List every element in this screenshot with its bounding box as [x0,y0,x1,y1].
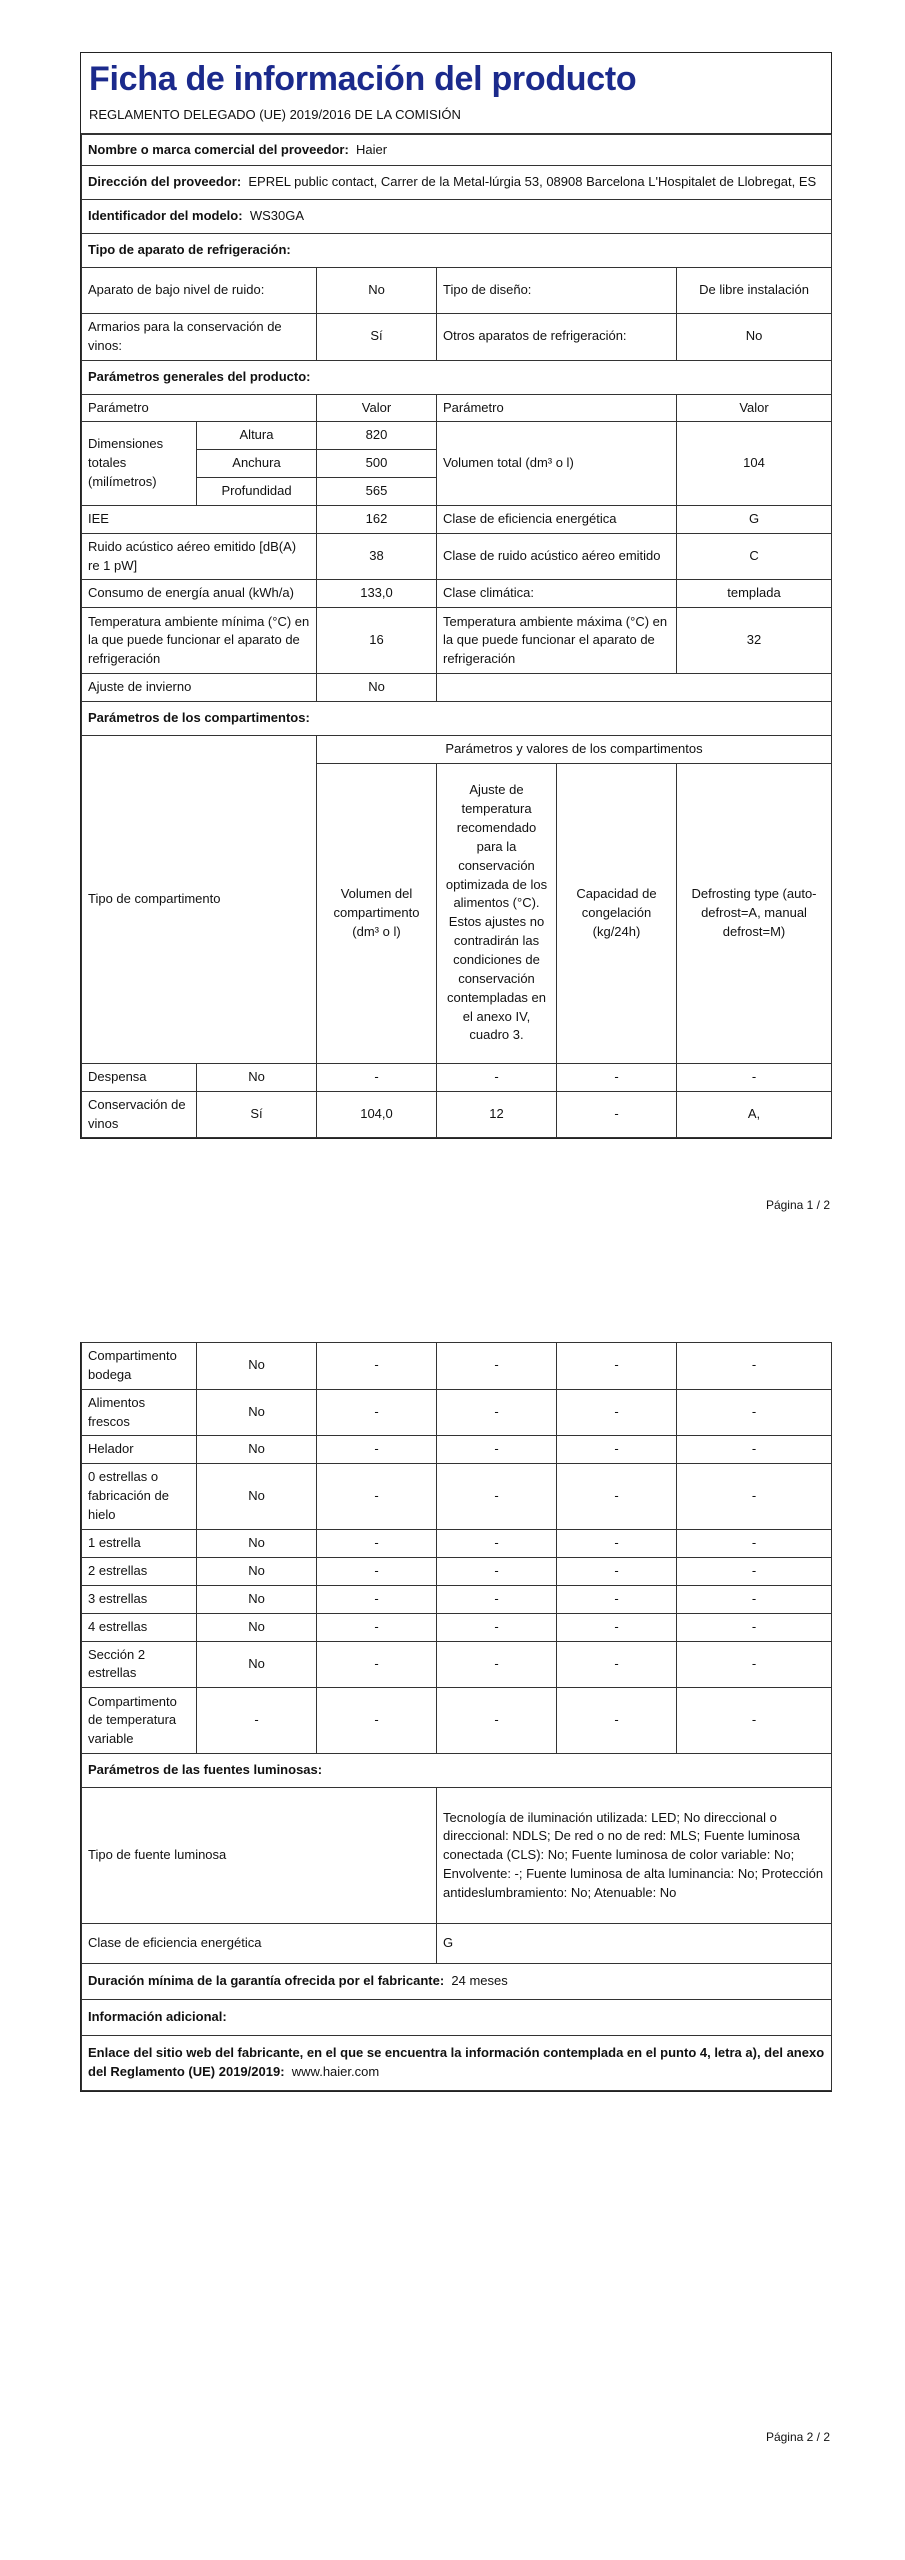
value-header: Valor [317,394,437,422]
compartment-freeze: - [557,1091,677,1138]
compartment-volume: - [317,1343,437,1390]
supplier-value: Haier [356,141,388,157]
compartment-volume: - [317,1436,437,1464]
energy-class-label: Clase de eficiencia energética [437,505,677,533]
compartment-temp: - [437,1063,557,1091]
light-heading: Parámetros de las fuentes luminosas: [82,1754,832,1788]
light-type-label: Tipo de fuente luminosa [82,1788,437,1924]
website-label: Enlace del sitio web del fabricante, en el que se encuentra la información contemplada en el punto 4, letra a), del anexo del Reglamento (UE) 2019/2019: [88,2044,825,2079]
general-params-heading: Parámetros generales del producto: [82,360,832,394]
width-label: Anchura [197,450,317,478]
regulation-subtitle: REGLAMENTO DELEGADO (UE) 2019/2016 DE LA COMISIÓN [81,102,831,133]
compartment-name: Alimentos frescos [82,1389,197,1436]
compartment-freeze: - [557,1530,677,1558]
value-header-2: Valor [677,394,832,422]
page-number-2: Página 2 / 2 [765,2430,830,2444]
wine-storage-label: Armarios para la conservación de vinos: [82,314,317,361]
height-label: Altura [197,422,317,450]
website-link[interactable]: www.haier.com [291,2063,380,2079]
noise-value: 38 [317,533,437,580]
compartment-name: Helador [82,1436,197,1464]
compartment-present: No [197,1585,317,1613]
empty-cell [437,674,832,702]
winter-value: No [317,674,437,702]
light-class-label: Clase de eficiencia energética [82,1924,437,1964]
compartment-type-label: Tipo de compartimento [82,735,317,1063]
compartment-freeze: - [557,1585,677,1613]
param-header: Parámetro [82,394,317,422]
compartment-present: No [197,1558,317,1586]
product-table-page-1 [81,134,832,1139]
compartment-row [82,1585,832,1613]
min-temp-label: Temperatura ambiente mínima (°C) en la que puede funcionar el aparato de refrigeración [82,608,317,674]
other-appliances-value: No [677,314,832,361]
param-header-2: Parámetro [437,394,677,422]
compartment-defrost: - [677,1436,832,1464]
design-type-value: De libre instalación [677,268,832,314]
compartment-name: 0 estrellas o fabricación de hielo [82,1464,197,1530]
compartment-name: Despensa [82,1063,197,1091]
compartment-row [82,1464,832,1530]
compartment-row [82,1530,832,1558]
compartment-name: 3 estrellas [82,1585,197,1613]
compartment-volume: - [317,1641,437,1688]
max-temp-value: 32 [677,608,832,674]
winter-label: Ajuste de invierno [82,674,317,702]
col-volume-header: Volumen del compartimento (dm³ o l) [317,763,437,1063]
compartment-defrost: - [677,1389,832,1436]
compartment-temp: - [437,1688,557,1754]
compartment-defrost: - [677,1688,832,1754]
annual-consumption-value: 133,0 [317,580,437,608]
low-noise-value: No [317,268,437,314]
compartment-row [82,1063,832,1091]
noise-class-label: Clase de ruido acústico aéreo emitido [437,533,677,580]
compartment-freeze: - [557,1641,677,1688]
compartment-present: No [197,1613,317,1641]
compartment-defrost: - [677,1558,832,1586]
compartment-freeze: - [557,1436,677,1464]
climate-class-label: Clase climática: [437,580,677,608]
compartment-name: 4 estrellas [82,1613,197,1641]
compartment-volume: - [317,1464,437,1530]
product-info-sheet-page-2 [80,1342,832,2092]
compartment-temp: - [437,1585,557,1613]
model-row [82,200,832,234]
page-title: Ficha de información del producto [89,60,637,98]
model-label: Identificador del modelo: [88,208,243,224]
compartment-volume: - [317,1613,437,1641]
header-table [81,53,831,134]
compartment-row [82,1091,832,1138]
compartment-volume: - [317,1530,437,1558]
compartment-row [82,1389,832,1436]
appliance-type-heading: Tipo de aparato de refrigeración: [82,234,832,268]
wine-storage-value: Sí [317,314,437,361]
compartment-present: - [197,1688,317,1754]
noise-label: Ruido acústico aéreo emitido [dB(A) re 1 pW] [82,533,317,580]
compartment-volume: - [317,1558,437,1586]
compartment-name: Compartimento bodega [82,1343,197,1390]
compartment-volume: 104,0 [317,1091,437,1138]
col-freeze-header: Capacidad de congelación (kg/24h) [557,763,677,1063]
compartment-name: Sección 2 estrellas [82,1641,197,1688]
compartment-present: No [197,1436,317,1464]
compartment-present: Sí [197,1091,317,1138]
min-temp-value: 16 [317,608,437,674]
low-noise-label: Aparato de bajo nivel de ruido: [82,268,317,314]
compartment-row [82,1343,832,1390]
compartment-volume: - [317,1688,437,1754]
iee-label: IEE [82,505,317,533]
max-temp-label: Temperatura ambiente máxima (°C) en la que puede funcionar el aparato de refrigeración [437,608,677,674]
compartment-freeze: - [557,1343,677,1390]
depth-value: 565 [317,478,437,506]
page-number-1: Página 1 / 2 [765,1198,830,1212]
compartment-defrost: - [677,1585,832,1613]
compartment-present: No [197,1389,317,1436]
compartment-temp: - [437,1530,557,1558]
compartment-temp: - [437,1641,557,1688]
width-value: 500 [317,450,437,478]
compartment-temp: - [437,1436,557,1464]
annual-consumption-label: Consumo de energía anual (kWh/a) [82,580,317,608]
compartment-freeze: - [557,1464,677,1530]
compartment-temp: - [437,1343,557,1390]
compartment-row [82,1688,832,1754]
compartment-defrost: - [677,1464,832,1530]
compartment-freeze: - [557,1063,677,1091]
design-type-label: Tipo de diseño: [437,268,677,314]
compartment-present: No [197,1464,317,1530]
compartment-volume: - [317,1389,437,1436]
energy-class-value: G [677,505,832,533]
model-value: WS30GA [249,208,304,224]
compartment-name: Compartimento de temperatura variable [82,1688,197,1754]
warranty-value: 24 meses [451,1973,508,1989]
compartment-defrost: - [677,1641,832,1688]
additional-info-label: Información adicional: [82,1999,832,2035]
light-type-value: Tecnología de iluminación utilizada: LED; No direccional o direccional: NDLS; De red o no de red: MLS; Fuente luminosa conectada (CLS): No; Fuente luminosa de color variable: No; Envolvente: -; Fuente luminosa de alta luminancia: No; Protección antideslumbramiento: No; Atenuable: No [437,1788,832,1924]
compartment-defrost: - [677,1063,832,1091]
compartment-values-header: Parámetros y valores de los compartimentos [317,735,832,763]
compartment-present: No [197,1343,317,1390]
compartment-name: 2 estrellas [82,1558,197,1586]
compartment-params-heading: Parámetros de los compartimentos: [82,702,832,736]
compartment-temp: - [437,1464,557,1530]
compartment-row [82,1436,832,1464]
noise-class-value: C [677,533,832,580]
compartment-temp: - [437,1389,557,1436]
compartment-temp: - [437,1613,557,1641]
total-volume-value: 104 [677,422,832,506]
compartment-freeze: - [557,1688,677,1754]
compartment-name: 1 estrella [82,1530,197,1558]
supplier-row [82,134,832,166]
compartment-defrost: - [677,1530,832,1558]
address-row [82,166,832,200]
warranty-label: Duración mínima de la garantía ofrecida por el fabricante: [88,1973,445,1989]
height-value: 820 [317,422,437,450]
compartment-row [82,1613,832,1641]
compartment-freeze: - [557,1558,677,1586]
compartment-freeze: - [557,1613,677,1641]
compartment-temp: 12 [437,1091,557,1138]
iee-value: 162 [317,505,437,533]
product-table-page-2 [81,1342,832,2091]
compartment-present: No [197,1641,317,1688]
compartment-defrost: A, [677,1091,832,1138]
compartment-row [82,1641,832,1688]
compartment-present: No [197,1063,317,1091]
address-label: Dirección del proveedor: [88,174,242,190]
supplier-label: Nombre o marca comercial del proveedor: [88,141,349,157]
depth-label: Profundidad [197,478,317,506]
compartment-name: Conservación de vinos [82,1091,197,1138]
compartment-present: No [197,1530,317,1558]
compartment-volume: - [317,1585,437,1613]
compartment-defrost: - [677,1343,832,1390]
compartment-volume: - [317,1063,437,1091]
address-value: EPREL public contact, Carrer de la Metal-lúrgia 53, 08908 Barcelona L'Hospitalet de Llobregat, ES [248,174,817,190]
compartment-freeze: - [557,1389,677,1436]
total-volume-label: Volumen total (dm³ o l) [437,422,677,506]
compartment-defrost: - [677,1613,832,1641]
dimensions-label: Dimensiones totales (milímetros) [82,422,197,506]
light-class-value: G [437,1924,832,1964]
compartment-row [82,1558,832,1586]
product-info-sheet-page-1 [80,52,832,1139]
compartment-temp: - [437,1558,557,1586]
climate-class-value: templada [677,580,832,608]
other-appliances-label: Otros aparatos de refrigeración: [437,314,677,361]
col-temp-header: Ajuste de temperatura recomendado para la conservación optimizada de los alimentos (°C). Estos ajustes no contradirán las condiciones de conservación contempladas en el anexo IV, cuadro 3. [437,763,557,1063]
col-defrost-header: Defrosting type (auto-defrost=A, manual defrost=M) [677,763,832,1063]
